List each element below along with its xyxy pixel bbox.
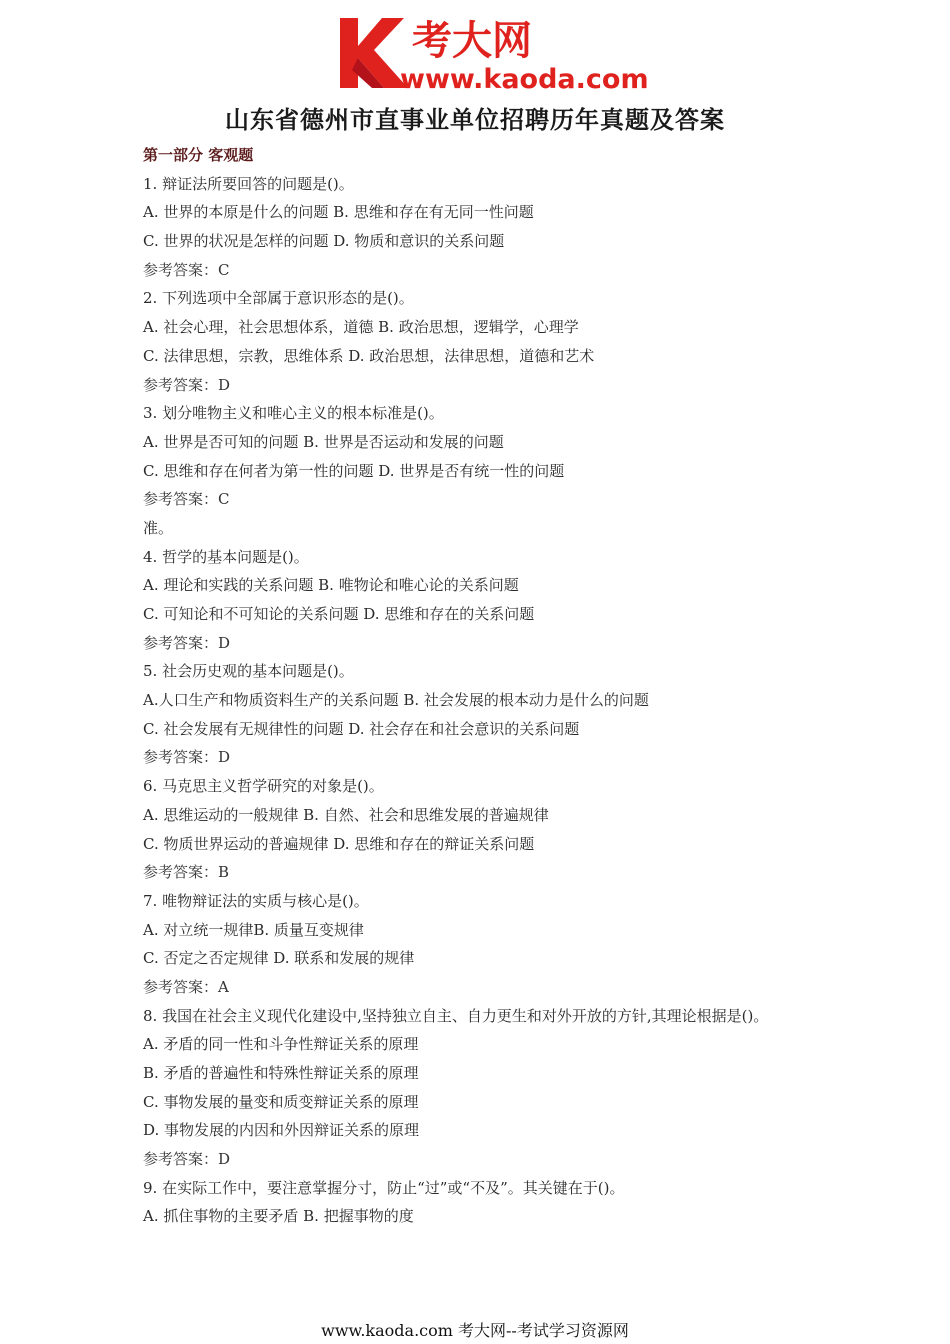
page-footer: www.kaoda.com 考大网--考试学习资源网 [321, 1321, 629, 1340]
question-line: 6. 马克思主义哲学研究的对象是()。 [143, 777, 384, 796]
question-line: A. 社会心理，社会思想体系，道德 B. 政治思想，逻辑学，心理学 [143, 318, 579, 337]
question-line: 2. 下列选项中全部属于意识形态的是()。 [143, 289, 414, 308]
question-line: A. 世界是否可知的问题 B. 世界是否运动和发展的问题 [143, 432, 504, 451]
answer-line: 参考答案：D [143, 748, 231, 767]
question-line: 准。 [143, 518, 174, 537]
question-line: 4. 哲学的基本问题是()。 [143, 547, 309, 566]
question-line: 7. 唯物辩证法的实质与核心是()。 [143, 891, 369, 910]
answer-line: 参考答案：D [143, 633, 231, 652]
question-line: C. 可知论和不可知论的关系问题 D. 思维和存在的关系问题 [143, 605, 535, 623]
answer-line: 参考答案：B [143, 863, 230, 882]
brand-url-text: www.kaoda.com [400, 64, 649, 94]
answer-line: 参考答案：D [143, 1150, 231, 1169]
question-line: C. 事物发展的量变和质变辩证关系的原理 [143, 1092, 419, 1111]
section-heading: 第一部分 客观题 [143, 146, 254, 164]
question-body [143, 141, 873, 1231]
brand-chinese-text: 考大网 [412, 18, 532, 64]
question-line: A. 抓住事物的主要矛盾 B. 把握事物的度 [143, 1207, 414, 1226]
question-lines [143, 170, 873, 1231]
kaoda-logo [338, 12, 658, 94]
question-line: A.人口生产和物质资料生产的关系问题 B. 社会发展的根本动力是什么的问题 [143, 691, 649, 710]
answer-line: 参考答案：D [143, 375, 231, 394]
question-line: A. 理论和实践的关系问题 B. 唯物论和唯心论的关系问题 [143, 576, 519, 595]
question-line: A. 矛盾的同一性和斗争性辩证关系的原理 [143, 1035, 419, 1054]
answer-line: 参考答案：A [143, 977, 229, 996]
question-line: 8. 我国在社会主义现代化建设中,坚持独立自主、自力更生和对外开放的方针,其理论根据是()。 [143, 1006, 769, 1025]
question-line: C. 世界的状况是怎样的问题 D. 物质和意识的关系问题 [143, 232, 505, 251]
answer-line: 参考答案：C [143, 490, 230, 509]
question-line: A. 对立统一规律B. 质量互变规律 [143, 920, 364, 939]
question-line: C. 法律思想，宗教，思维体系 D. 政治思想，法律思想，道德和艺术 [143, 346, 595, 365]
question-line: A. 思维运动的一般规律 B. 自然、社会和思维发展的普遍规律 [143, 805, 549, 824]
question-line: C. 否定之否定规律 D. 联系和发展的规律 [143, 949, 415, 968]
question-line: D. 事物发展的内因和外因辩证关系的原理 [143, 1121, 420, 1140]
question-line: C. 物质世界运动的普遍规律 D. 思维和存在的辩证关系问题 [143, 834, 535, 853]
document-title: 山东省德州市直事业单位招聘历年真题及答案 [225, 106, 725, 134]
question-line: C. 社会发展有无规律性的问题 D. 社会存在和社会意识的关系问题 [143, 719, 580, 738]
question-line: 9. 在实际工作中，要注意掌握分寸，防止“过”或“不及”。其关键在于()。 [143, 1178, 625, 1197]
question-line: A. 世界的本原是什么的问题 B. 思维和存在有无同一性问题 [143, 203, 534, 222]
question-line: 1. 辩证法所要回答的问题是()。 [143, 174, 354, 193]
question-line: B. 矛盾的普遍性和特殊性辩证关系的原理 [143, 1064, 419, 1082]
kaoda-logo-graphic [338, 12, 658, 94]
question-line: 3. 划分唯物主义和唯心主义的根本标准是()。 [143, 404, 444, 423]
question-line: C. 思维和存在何者为第一性的问题 D. 世界是否有统一性的问题 [143, 461, 565, 480]
question-line: 5. 社会历史观的基本问题是()。 [143, 662, 354, 681]
answer-line: 参考答案：C [143, 260, 230, 279]
